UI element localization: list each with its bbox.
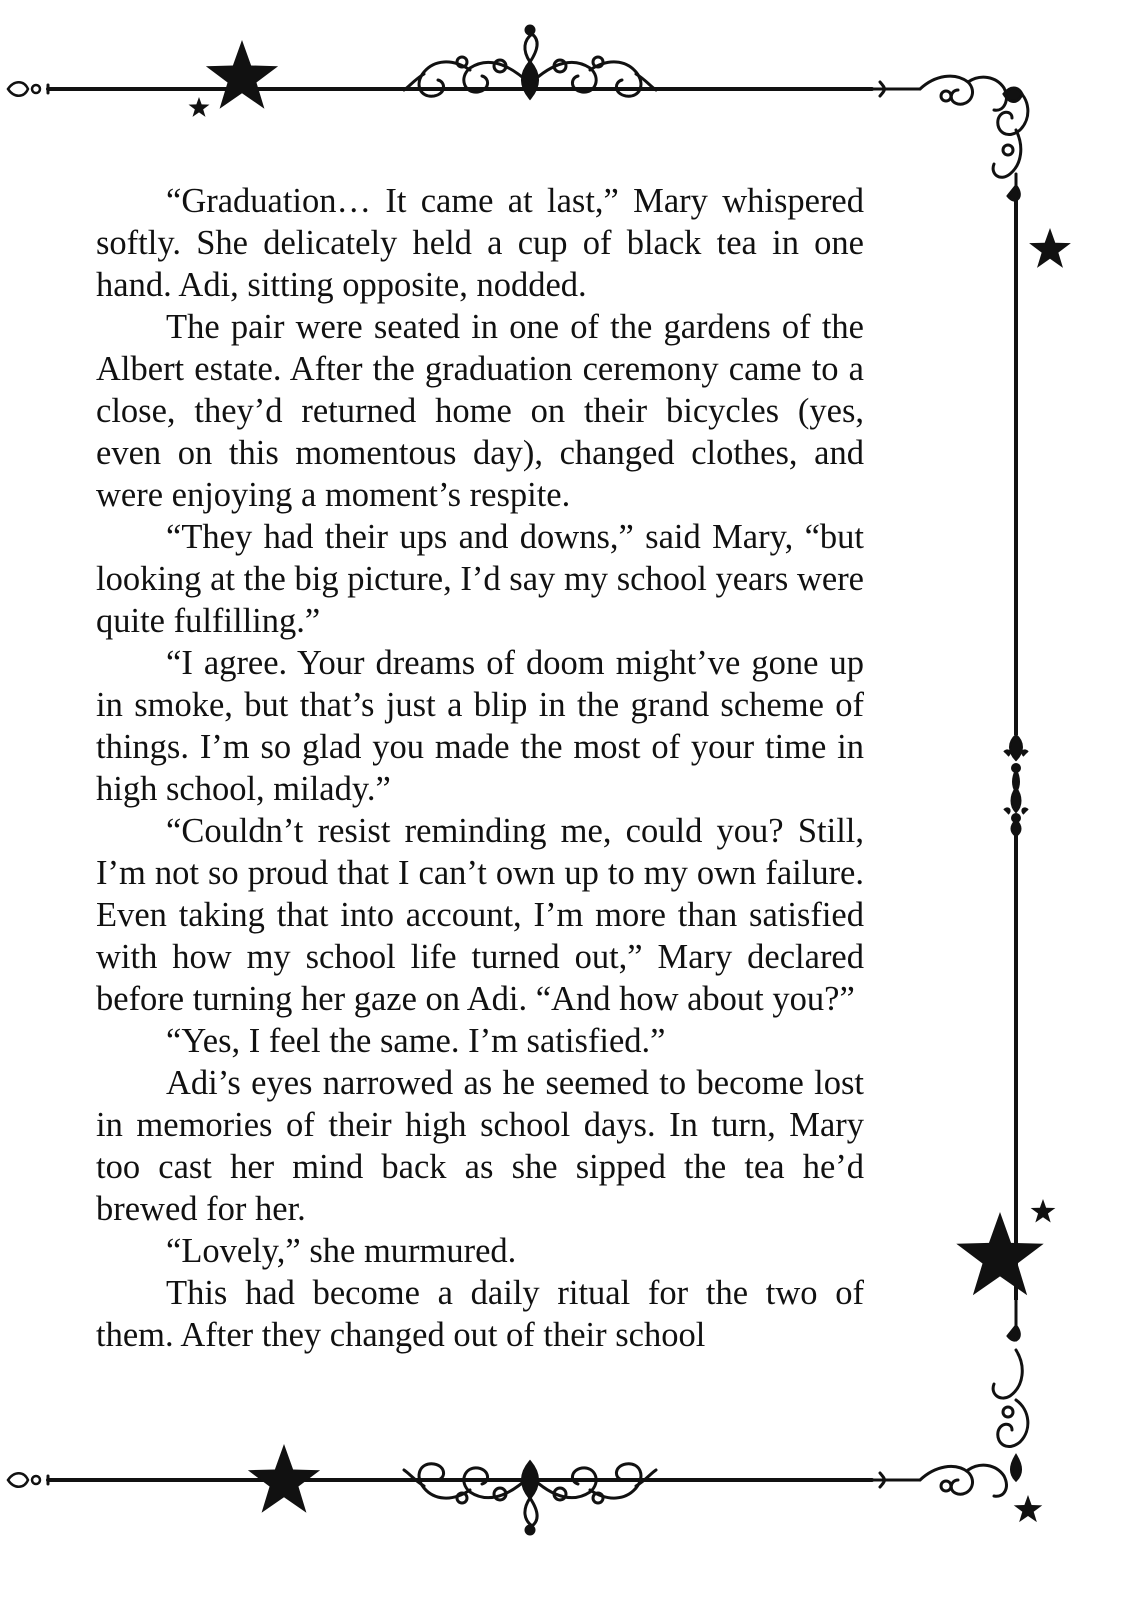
- scroll-end-icon: [8, 82, 40, 96]
- paragraph: “Couldn’t resist reminding me, could you? Still, I’m not so proud that I can’t own up to my own failure. Even taking that into account, I’m more than satisfied with how my school life turned out,” Mary declared before turning her gaze on Adi. “And how about you?”: [96, 812, 864, 1018]
- paragraph: “They had their ups and downs,” said Mary, “but looking at the big picture, I’d say my school years were quite fulfilling.”: [96, 518, 864, 640]
- paragraph: The pair were seated in one of the gardens of the Albert estate. After the graduation ceremony came to a close, they’d returned home on their bicycles (yes, even on this momentous day), changed clothes, and were enjoying a moment’s respite.: [96, 308, 864, 514]
- flourish-ornament-icon: [404, 1462, 656, 1534]
- paragraph: “Lovely,” she murmured.: [166, 1232, 517, 1270]
- fleur-de-lis-icon: [1004, 735, 1028, 792]
- paragraph: “I agree. Your dreams of doom might’ve gone up in smoke, but that’s just a blip in the grand scheme of things. I’m so glad you made the most of your time in high school, milady.”: [96, 644, 864, 808]
- top-border: [48, 85, 872, 93]
- flourish-ornament-icon: [872, 1300, 1028, 1496]
- star-icon: [1031, 1199, 1056, 1223]
- star-icon: [1014, 1495, 1043, 1522]
- star-icon: [956, 1212, 1043, 1295]
- paragraph: Adi’s eyes narrowed as he seemed to become lost in memories of their high school days. In turn, Mary too cast her mind back as she sipped the tea he’d brewed for her.: [96, 1064, 864, 1228]
- paragraph: “Yes, I feel the same. I’m satisfied.”: [166, 1022, 666, 1060]
- star-icon: [1029, 228, 1071, 268]
- star-icon: [189, 97, 210, 117]
- star-icon: [206, 40, 278, 109]
- paragraph: “Graduation… It came at last,” Mary whispered softly. She delicately held a cup of black tea in one hand. Adi, sitting opposite, nodded.: [96, 182, 864, 304]
- flourish-ornament-icon: [872, 76, 1028, 200]
- page-text: [96, 180, 864, 1356]
- fleur-de-lis-icon: [1004, 788, 1028, 836]
- bottom-border: [48, 1476, 872, 1484]
- scroll-end-icon: [8, 1473, 40, 1487]
- paragraph: This had become a daily ritual for the two of them. After they changed out of their school: [96, 1274, 864, 1354]
